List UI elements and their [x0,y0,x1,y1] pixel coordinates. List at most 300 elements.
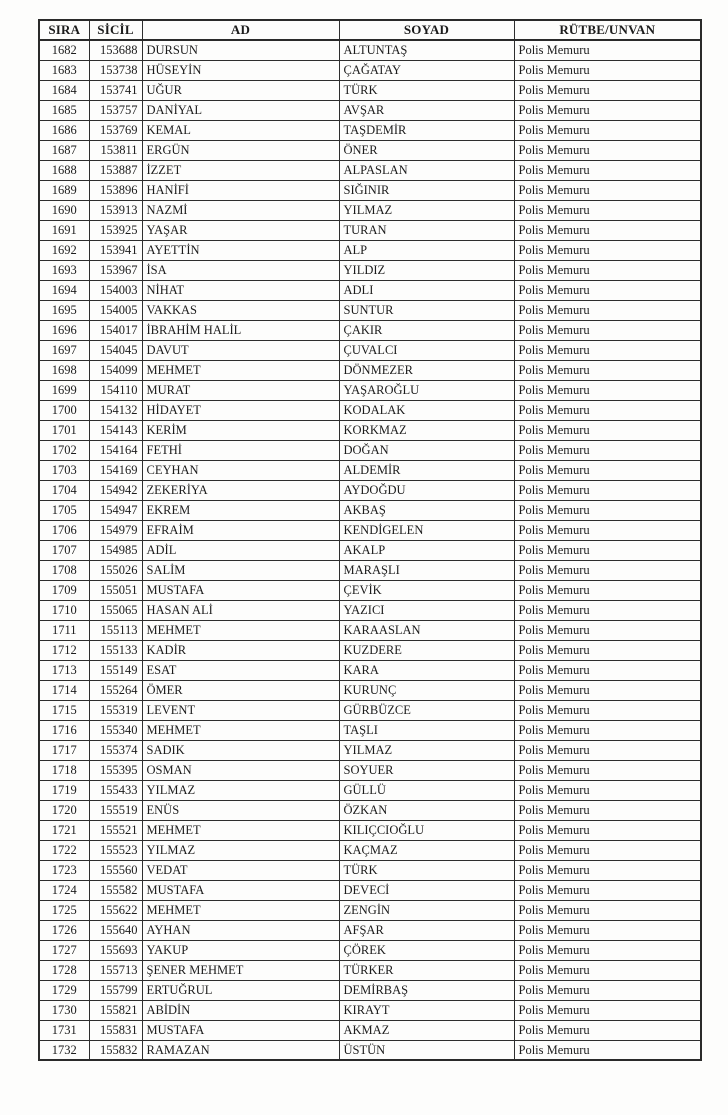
sira-cell: 1695 [39,300,89,320]
sira-cell: 1713 [39,660,89,680]
soyad-cell: ÇEVİK [339,580,514,600]
sira-cell: 1703 [39,460,89,480]
rutbe-cell: Polis Memuru [514,820,701,840]
sira-cell: 1707 [39,540,89,560]
rutbe-cell: Polis Memuru [514,700,701,720]
sira-cell: 1732 [39,1040,89,1060]
table-row [39,960,701,980]
rutbe-cell: Polis Memuru [514,180,701,200]
rutbe-cell: Polis Memuru [514,420,701,440]
sicil-cell: 153925 [89,220,142,240]
ad-cell: MEHMET [142,820,339,840]
sicil-cell: 155640 [89,920,142,940]
header-soyad: SOYAD [339,20,514,40]
rutbe-cell: Polis Memuru [514,880,701,900]
sira-cell: 1686 [39,120,89,140]
sicil-cell: 155319 [89,700,142,720]
sicil-cell: 155340 [89,720,142,740]
table-row [39,340,701,360]
rutbe-cell: Polis Memuru [514,340,701,360]
sira-cell: 1699 [39,380,89,400]
table-row [39,940,701,960]
soyad-cell: TÜRKER [339,960,514,980]
rutbe-cell: Polis Memuru [514,740,701,760]
ad-cell: ERGÜN [142,140,339,160]
table-row [39,200,701,220]
soyad-cell: KARAASLAN [339,620,514,640]
ad-cell: VEDAT [142,860,339,880]
rutbe-cell: Polis Memuru [514,300,701,320]
table-row [39,180,701,200]
soyad-cell: KIRAYT [339,1000,514,1020]
sicil-cell: 155622 [89,900,142,920]
sira-cell: 1706 [39,520,89,540]
sira-cell: 1689 [39,180,89,200]
soyad-cell: DEVECİ [339,880,514,900]
soyad-cell: KAÇMAZ [339,840,514,860]
header-ad: AD [142,20,339,40]
sira-cell: 1729 [39,980,89,1000]
sicil-cell: 154003 [89,280,142,300]
table-row [39,280,701,300]
sira-cell: 1702 [39,440,89,460]
rutbe-cell: Polis Memuru [514,920,701,940]
table-row [39,740,701,760]
soyad-cell: AYDOĞDU [339,480,514,500]
ad-cell: HASAN ALİ [142,600,339,620]
soyad-cell: AVŞAR [339,100,514,120]
sira-cell: 1690 [39,200,89,220]
sicil-cell: 155560 [89,860,142,880]
soyad-cell: KARA [339,660,514,680]
rutbe-cell: Polis Memuru [514,580,701,600]
table-row [39,40,701,60]
table-row [39,320,701,340]
rutbe-cell: Polis Memuru [514,720,701,740]
ad-cell: AYETTİN [142,240,339,260]
ad-cell: MUSTAFA [142,580,339,600]
sicil-cell: 155582 [89,880,142,900]
soyad-cell: ALTUNTAŞ [339,40,514,60]
table-row [39,220,701,240]
ad-cell: EKREM [142,500,339,520]
sira-cell: 1721 [39,820,89,840]
ad-cell: SADIK [142,740,339,760]
ad-cell: FETHİ [142,440,339,460]
table-row [39,620,701,640]
soyad-cell: AFŞAR [339,920,514,940]
ad-cell: LEVENT [142,700,339,720]
ad-cell: HÜSEYİN [142,60,339,80]
sicil-cell: 154099 [89,360,142,380]
sira-cell: 1723 [39,860,89,880]
rutbe-cell: Polis Memuru [514,1040,701,1060]
sira-cell: 1714 [39,680,89,700]
rutbe-cell: Polis Memuru [514,760,701,780]
soyad-cell: ÖNER [339,140,514,160]
sira-cell: 1730 [39,1000,89,1020]
rutbe-cell: Polis Memuru [514,840,701,860]
header-sira: SIRA [39,20,89,40]
sira-cell: 1688 [39,160,89,180]
sicil-cell: 153896 [89,180,142,200]
soyad-cell: ÖZKAN [339,800,514,820]
soyad-cell: KENDİGELEN [339,520,514,540]
ad-cell: ESAT [142,660,339,680]
table-row [39,660,701,680]
table-row [39,440,701,460]
sicil-cell: 155523 [89,840,142,860]
table-row [39,460,701,480]
sicil-cell: 154979 [89,520,142,540]
table-row [39,400,701,420]
soyad-cell: YAŞAROĞLU [339,380,514,400]
sira-cell: 1720 [39,800,89,820]
soyad-cell: TÜRK [339,860,514,880]
rutbe-cell: Polis Memuru [514,640,701,660]
table-row [39,140,701,160]
sicil-cell: 155713 [89,960,142,980]
sicil-cell: 155113 [89,620,142,640]
ad-cell: YILMAZ [142,780,339,800]
sira-cell: 1722 [39,840,89,860]
ad-cell: DAVUT [142,340,339,360]
sira-cell: 1684 [39,80,89,100]
sira-cell: 1693 [39,260,89,280]
sicil-cell: 155519 [89,800,142,820]
sicil-cell: 153757 [89,100,142,120]
ad-cell: KERİM [142,420,339,440]
soyad-cell: ÇAĞATAY [339,60,514,80]
rutbe-cell: Polis Memuru [514,660,701,680]
ad-cell: AYHAN [142,920,339,940]
ad-cell: KEMAL [142,120,339,140]
table-row [39,480,701,500]
soyad-cell: AKALP [339,540,514,560]
sira-cell: 1683 [39,60,89,80]
ad-cell: HİDAYET [142,400,339,420]
sicil-cell: 155799 [89,980,142,1000]
sira-cell: 1711 [39,620,89,640]
soyad-cell: KORKMAZ [339,420,514,440]
rutbe-cell: Polis Memuru [514,380,701,400]
table-row [39,240,701,260]
table-row [39,520,701,540]
sira-cell: 1709 [39,580,89,600]
rutbe-cell: Polis Memuru [514,220,701,240]
table-row [39,800,701,820]
table-row [39,780,701,800]
table-row [39,760,701,780]
rutbe-cell: Polis Memuru [514,1000,701,1020]
sicil-cell: 154942 [89,480,142,500]
sicil-cell: 155065 [89,600,142,620]
sicil-cell: 155149 [89,660,142,680]
soyad-cell: DÖNMEZER [339,360,514,380]
soyad-cell: YAZICI [339,600,514,620]
table-row [39,680,701,700]
table-row [39,1040,701,1060]
ad-cell: UĞUR [142,80,339,100]
rutbe-cell: Polis Memuru [514,620,701,640]
ad-cell: ŞENER MEHMET [142,960,339,980]
ad-cell: İSA [142,260,339,280]
sicil-cell: 153741 [89,80,142,100]
table-body [39,40,701,1060]
personnel-roster-table [38,19,702,1061]
ad-cell: EFRAİM [142,520,339,540]
header-sicil: SİCİL [89,20,142,40]
soyad-cell: ALP [339,240,514,260]
sicil-cell: 154045 [89,340,142,360]
ad-cell: MEHMET [142,620,339,640]
sira-cell: 1696 [39,320,89,340]
ad-cell: RAMAZAN [142,1040,339,1060]
sicil-cell: 153967 [89,260,142,280]
soyad-cell: KILIÇCIOĞLU [339,820,514,840]
rutbe-cell: Polis Memuru [514,520,701,540]
rutbe-cell: Polis Memuru [514,860,701,880]
sicil-cell: 154985 [89,540,142,560]
sicil-cell: 153688 [89,40,142,60]
soyad-cell: DEMİRBAŞ [339,980,514,1000]
rutbe-cell: Polis Memuru [514,240,701,260]
soyad-cell: YILMAZ [339,740,514,760]
soyad-cell: GÜLLÜ [339,780,514,800]
rutbe-cell: Polis Memuru [514,280,701,300]
sira-cell: 1719 [39,780,89,800]
rutbe-cell: Polis Memuru [514,160,701,180]
ad-cell: YAKUP [142,940,339,960]
sira-cell: 1687 [39,140,89,160]
ad-cell: DANİYAL [142,100,339,120]
rutbe-cell: Polis Memuru [514,60,701,80]
sicil-cell: 154110 [89,380,142,400]
soyad-cell: KUZDERE [339,640,514,660]
table-row [39,580,701,600]
sicil-cell: 153941 [89,240,142,260]
table-row [39,80,701,100]
rutbe-cell: Polis Memuru [514,780,701,800]
ad-cell: ZEKERİYA [142,480,339,500]
ad-cell: SALİM [142,560,339,580]
sicil-cell: 154169 [89,460,142,480]
table-row [39,560,701,580]
sira-cell: 1728 [39,960,89,980]
table-row [39,500,701,520]
soyad-cell: KURUNÇ [339,680,514,700]
soyad-cell: ÇÖREK [339,940,514,960]
rutbe-cell: Polis Memuru [514,360,701,380]
ad-cell: ABİDİN [142,1000,339,1020]
ad-cell: MEHMET [142,720,339,740]
ad-cell: KADİR [142,640,339,660]
soyad-cell: ALPASLAN [339,160,514,180]
sicil-cell: 155264 [89,680,142,700]
sicil-cell: 153887 [89,160,142,180]
table-row [39,840,701,860]
rutbe-cell: Polis Memuru [514,680,701,700]
sicil-cell: 153769 [89,120,142,140]
sicil-cell: 154005 [89,300,142,320]
sira-cell: 1725 [39,900,89,920]
sicil-cell: 155831 [89,1020,142,1040]
soyad-cell: SIĞINIR [339,180,514,200]
table-row [39,420,701,440]
soyad-cell: TÜRK [339,80,514,100]
table-row [39,380,701,400]
rutbe-cell: Polis Memuru [514,320,701,340]
soyad-cell: ALDEMİR [339,460,514,480]
rutbe-cell: Polis Memuru [514,540,701,560]
sicil-cell: 155051 [89,580,142,600]
sicil-cell: 154017 [89,320,142,340]
sira-cell: 1717 [39,740,89,760]
sicil-cell: 155026 [89,560,142,580]
ad-cell: NİHAT [142,280,339,300]
header-rutbe: RÜTBE/UNVAN [514,20,701,40]
table-row [39,540,701,560]
ad-cell: ÖMER [142,680,339,700]
sira-cell: 1694 [39,280,89,300]
rutbe-cell: Polis Memuru [514,1020,701,1040]
rutbe-cell: Polis Memuru [514,140,701,160]
rutbe-cell: Polis Memuru [514,200,701,220]
ad-cell: NAZMİ [142,200,339,220]
sira-cell: 1718 [39,760,89,780]
sicil-cell: 154143 [89,420,142,440]
sira-cell: 1704 [39,480,89,500]
ad-cell: CEYHAN [142,460,339,480]
soyad-cell: YILDIZ [339,260,514,280]
sicil-cell: 153913 [89,200,142,220]
rutbe-cell: Polis Memuru [514,600,701,620]
sicil-cell: 155821 [89,1000,142,1020]
table-row [39,100,701,120]
table-row [39,600,701,620]
rutbe-cell: Polis Memuru [514,800,701,820]
rutbe-cell: Polis Memuru [514,900,701,920]
sira-cell: 1682 [39,40,89,60]
sira-cell: 1727 [39,940,89,960]
ad-cell: MURAT [142,380,339,400]
soyad-cell: KODALAK [339,400,514,420]
soyad-cell: AKBAŞ [339,500,514,520]
soyad-cell: SOYUER [339,760,514,780]
soyad-cell: MARAŞLI [339,560,514,580]
rutbe-cell: Polis Memuru [514,260,701,280]
table-row [39,640,701,660]
sicil-cell: 155133 [89,640,142,660]
sira-cell: 1701 [39,420,89,440]
rutbe-cell: Polis Memuru [514,560,701,580]
sira-cell: 1724 [39,880,89,900]
sira-cell: 1692 [39,240,89,260]
rutbe-cell: Polis Memuru [514,980,701,1000]
ad-cell: ENÜS [142,800,339,820]
ad-cell: İZZET [142,160,339,180]
rutbe-cell: Polis Memuru [514,40,701,60]
table-row [39,300,701,320]
soyad-cell: ÇUVALCI [339,340,514,360]
ad-cell: MEHMET [142,360,339,380]
sicil-cell: 154164 [89,440,142,460]
ad-cell: ADİL [142,540,339,560]
sira-cell: 1726 [39,920,89,940]
ad-cell: ERTUĞRUL [142,980,339,1000]
sira-cell: 1697 [39,340,89,360]
sira-cell: 1731 [39,1020,89,1040]
rutbe-cell: Polis Memuru [514,80,701,100]
sicil-cell: 153811 [89,140,142,160]
ad-cell: HANİFİ [142,180,339,200]
sira-cell: 1691 [39,220,89,240]
table-row [39,920,701,940]
table-row [39,1020,701,1040]
table-row [39,1000,701,1020]
ad-cell: MEHMET [142,900,339,920]
table-row [39,60,701,80]
sira-cell: 1685 [39,100,89,120]
table-row [39,360,701,380]
soyad-cell: TAŞLI [339,720,514,740]
ad-cell: YILMAZ [142,840,339,860]
sicil-cell: 154132 [89,400,142,420]
ad-cell: YAŞAR [142,220,339,240]
ad-cell: MUSTAFA [142,880,339,900]
rutbe-cell: Polis Memuru [514,480,701,500]
soyad-cell: ZENGİN [339,900,514,920]
ad-cell: MUSTAFA [142,1020,339,1040]
sira-cell: 1708 [39,560,89,580]
ad-cell: DURSUN [142,40,339,60]
soyad-cell: YILMAZ [339,200,514,220]
soyad-cell: TURAN [339,220,514,240]
soyad-cell: ÇAKIR [339,320,514,340]
rutbe-cell: Polis Memuru [514,120,701,140]
table-row [39,980,701,1000]
table-row [39,720,701,740]
rutbe-cell: Polis Memuru [514,440,701,460]
soyad-cell: AKMAZ [339,1020,514,1040]
soyad-cell: ADLI [339,280,514,300]
rutbe-cell: Polis Memuru [514,500,701,520]
ad-cell: OSMAN [142,760,339,780]
rutbe-cell: Polis Memuru [514,100,701,120]
soyad-cell: DOĞAN [339,440,514,460]
sicil-cell: 155395 [89,760,142,780]
table-row [39,700,701,720]
rutbe-cell: Polis Memuru [514,940,701,960]
table-row [39,160,701,180]
table-row [39,120,701,140]
sira-cell: 1698 [39,360,89,380]
table-row [39,260,701,280]
soyad-cell: SUNTUR [339,300,514,320]
sicil-cell: 155374 [89,740,142,760]
sicil-cell: 155521 [89,820,142,840]
rutbe-cell: Polis Memuru [514,460,701,480]
sicil-cell: 155433 [89,780,142,800]
header-row [39,20,701,40]
sira-cell: 1715 [39,700,89,720]
sira-cell: 1705 [39,500,89,520]
ad-cell: VAKKAS [142,300,339,320]
sira-cell: 1700 [39,400,89,420]
table-row [39,880,701,900]
table-row [39,820,701,840]
table-header [39,20,701,40]
